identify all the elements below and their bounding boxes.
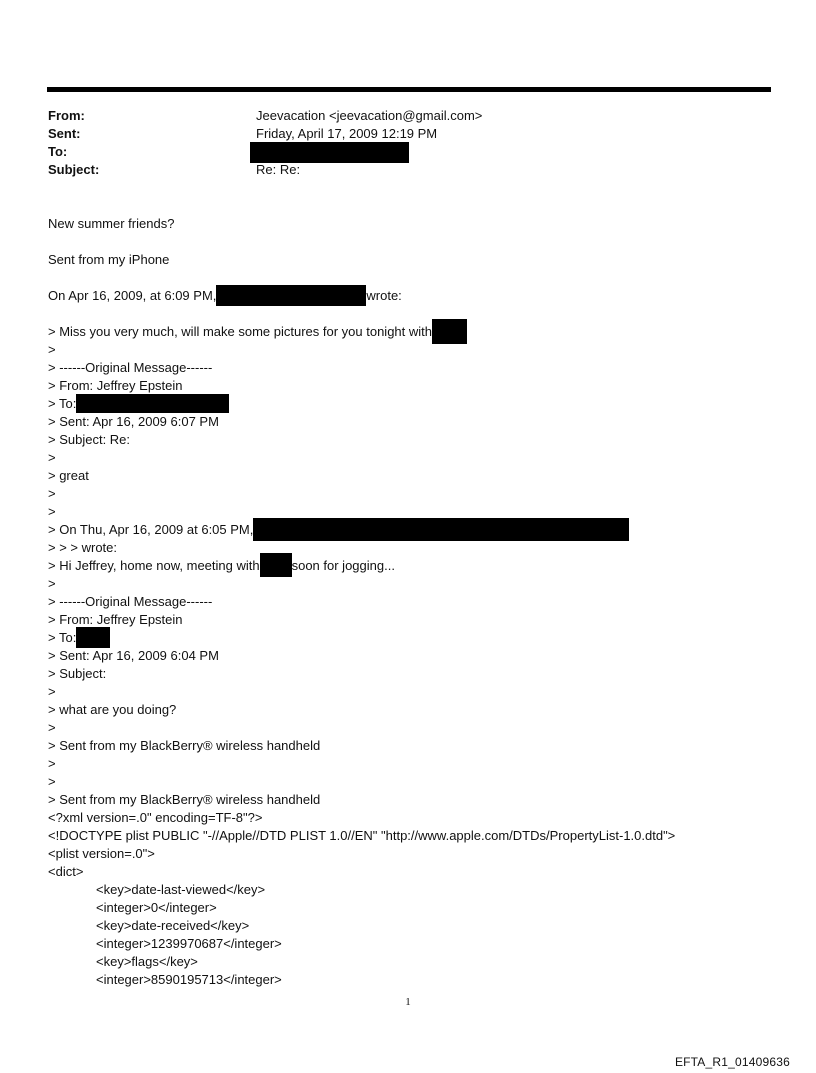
- quoted-line: > From: Jeffrey Epstein: [48, 378, 183, 393]
- quoted-line: [48, 629, 675, 647]
- body-line-summer-friends: New summer friends?: [48, 216, 175, 231]
- quoted-line: > > > wrote:: [48, 540, 118, 555]
- quoted-thread: [48, 323, 675, 989]
- quoted-line: > From: Jeffrey Epstein: [48, 612, 183, 627]
- quoted-line: >: [48, 774, 56, 789]
- quoted-line: [48, 521, 675, 539]
- quoted-line: > ------Original Message------: [48, 360, 213, 375]
- quoted-line: > Subject:: [48, 666, 107, 681]
- sender-redaction: [216, 285, 366, 306]
- page-number: 1: [405, 996, 411, 1008]
- from-label: From:: [48, 108, 85, 123]
- plist-line: <?xml version=.0" encoding=TF-8"?>: [48, 810, 263, 825]
- quoted-line: > what are you doing?: [48, 702, 177, 717]
- plist-line: <integer>0</integer>: [96, 900, 217, 915]
- to-redaction: [250, 142, 409, 163]
- quoted-line: >: [48, 450, 56, 465]
- from-value: Jeevacation <jeevacation@gmail.com>: [256, 108, 483, 123]
- header-rule: [47, 87, 771, 92]
- quoted-line: >: [48, 342, 56, 357]
- quoted-line: >: [48, 504, 56, 519]
- sent-label: Sent:: [48, 126, 81, 141]
- plist-line: <integer>8590195713</integer>: [96, 972, 282, 987]
- quoted-line: > Sent: Apr 16, 2009 6:04 PM: [48, 648, 219, 663]
- quoted-text: > Hi Jeffrey, home now, meeting with: [48, 558, 260, 573]
- body-line-on-wrote: [48, 287, 402, 306]
- quoted-line: >: [48, 576, 56, 591]
- quoted-line: [48, 323, 675, 341]
- wrote-suffix: wrote:: [366, 288, 402, 303]
- bates-number: EFTA_R1_01409636: [674, 1055, 790, 1069]
- plist-line: <key>date-received</key>: [96, 918, 250, 933]
- recipient-redaction: [76, 394, 229, 413]
- plist-line: <integer>1239970687</integer>: [96, 936, 282, 951]
- quoted-line: >: [48, 720, 56, 735]
- quoted-text: > To:: [48, 630, 77, 645]
- plist-line: <!DOCTYPE plist PUBLIC "-//Apple//DTD PLIST 1.0//EN" "http://www.apple.com/DTDs/PropertyList-1.0.dtd">: [48, 828, 676, 843]
- plist-line: <plist version=.0">: [48, 846, 155, 861]
- quoted-line: > great: [48, 468, 89, 483]
- subject-value: Re: Re:: [256, 162, 301, 177]
- quoted-text: > Miss you very much, will make some pictures for you tonight with: [48, 324, 433, 339]
- quoted-text: > On Thu, Apr 16, 2009 at 6:05 PM,: [48, 522, 254, 537]
- plist-line: <key>date-last-viewed</key>: [96, 882, 266, 897]
- quoted-line: >: [48, 486, 56, 501]
- sender-redaction: [253, 518, 629, 541]
- quoted-line: > Subject: Re:: [48, 432, 131, 447]
- quoted-text: soon for jogging...: [291, 558, 395, 573]
- quoted-line: [48, 395, 675, 413]
- quoted-line: >: [48, 684, 56, 699]
- quoted-line: >: [48, 756, 56, 771]
- quoted-line: > ------Original Message------: [48, 594, 213, 609]
- quoted-text: > To:: [48, 396, 77, 411]
- plist-line: <key>flags</key>: [96, 954, 198, 969]
- to-label: To:: [48, 144, 68, 159]
- name-redaction: [260, 553, 292, 577]
- sent-value: Friday, April 17, 2009 12:19 PM: [256, 126, 438, 141]
- quoted-line: > Sent: Apr 16, 2009 6:07 PM: [48, 414, 219, 429]
- subject-label: Subject:: [48, 162, 100, 177]
- quoted-line: > Sent from my BlackBerry® wireless handheld: [48, 738, 321, 753]
- body-line-sent-from-iphone: Sent from my iPhone: [48, 252, 170, 267]
- quoted-line: > Sent from my BlackBerry® wireless handheld: [48, 792, 321, 807]
- plist-line: <dict>: [48, 864, 84, 879]
- recipient-redaction: [76, 627, 110, 648]
- quoted-line: [48, 557, 675, 575]
- wrote-prefix: On Apr 16, 2009, at 6:09 PM,: [48, 288, 217, 303]
